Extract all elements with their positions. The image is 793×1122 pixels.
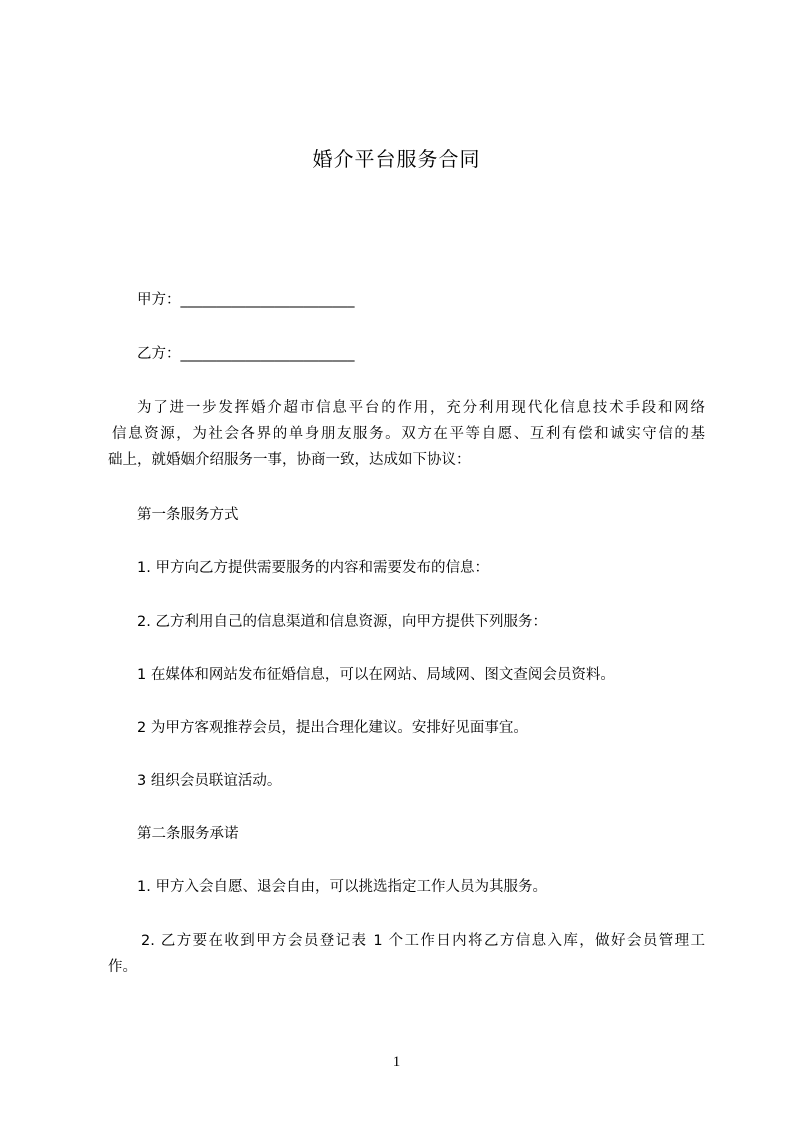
article-2-heading: 第二条服务承诺 bbox=[137, 826, 239, 842]
intro-line: 信息资源，为社会各界的单身朋友服务。双方在平等自愿、互利有偿和诚实守信的基 bbox=[112, 426, 705, 442]
page-number: 1 bbox=[392, 1054, 401, 1070]
article-1-subitem-2: 2 为甲方客观推荐会员，提出合理化建议。安排好见面事宜。 bbox=[137, 720, 528, 736]
document-title: 婚介平台服务合同 bbox=[312, 147, 481, 171]
party-b-line: 乙方：________________________ bbox=[137, 346, 355, 362]
article-1-item-1: 1. 甲方向乙方提供需要服务的内容和需要发布的信息： bbox=[137, 560, 489, 576]
item-line: 2. 乙方要在收到甲方会员登记表 1 个工作日内将乙方信息入库，做好会员管理工 bbox=[141, 933, 705, 949]
item-line: 作。 bbox=[108, 959, 137, 975]
article-2-item-1: 1. 甲方入会自愿、退会自由，可以挑选指定工作人员为其服务。 bbox=[137, 879, 547, 895]
article-1-heading: 第一条服务方式 bbox=[137, 507, 239, 523]
article-1-subitem-1: 1 在媒体和网站发布征婚信息，可以在网站、局域网、图文查阅会员资料。 bbox=[137, 667, 615, 683]
article-1-item-2: 2. 乙方利用自己的信息渠道和信息资源，向甲方提供下列服务： bbox=[137, 614, 547, 630]
intro-paragraph bbox=[108, 395, 705, 473]
party-a-line: 甲方：________________________ bbox=[137, 292, 355, 308]
article-2-item-2 bbox=[108, 928, 705, 980]
article-1-subitem-3: 3 组织会员联谊活动。 bbox=[137, 773, 282, 789]
intro-line: 为了进一步发挥婚介超市信息平台的作用，充分利用现代化信息技术手段和网络 bbox=[137, 400, 705, 416]
intro-line: 础上，就婚姻介绍服务一事，协商一致，达成如下协议： bbox=[108, 452, 471, 468]
